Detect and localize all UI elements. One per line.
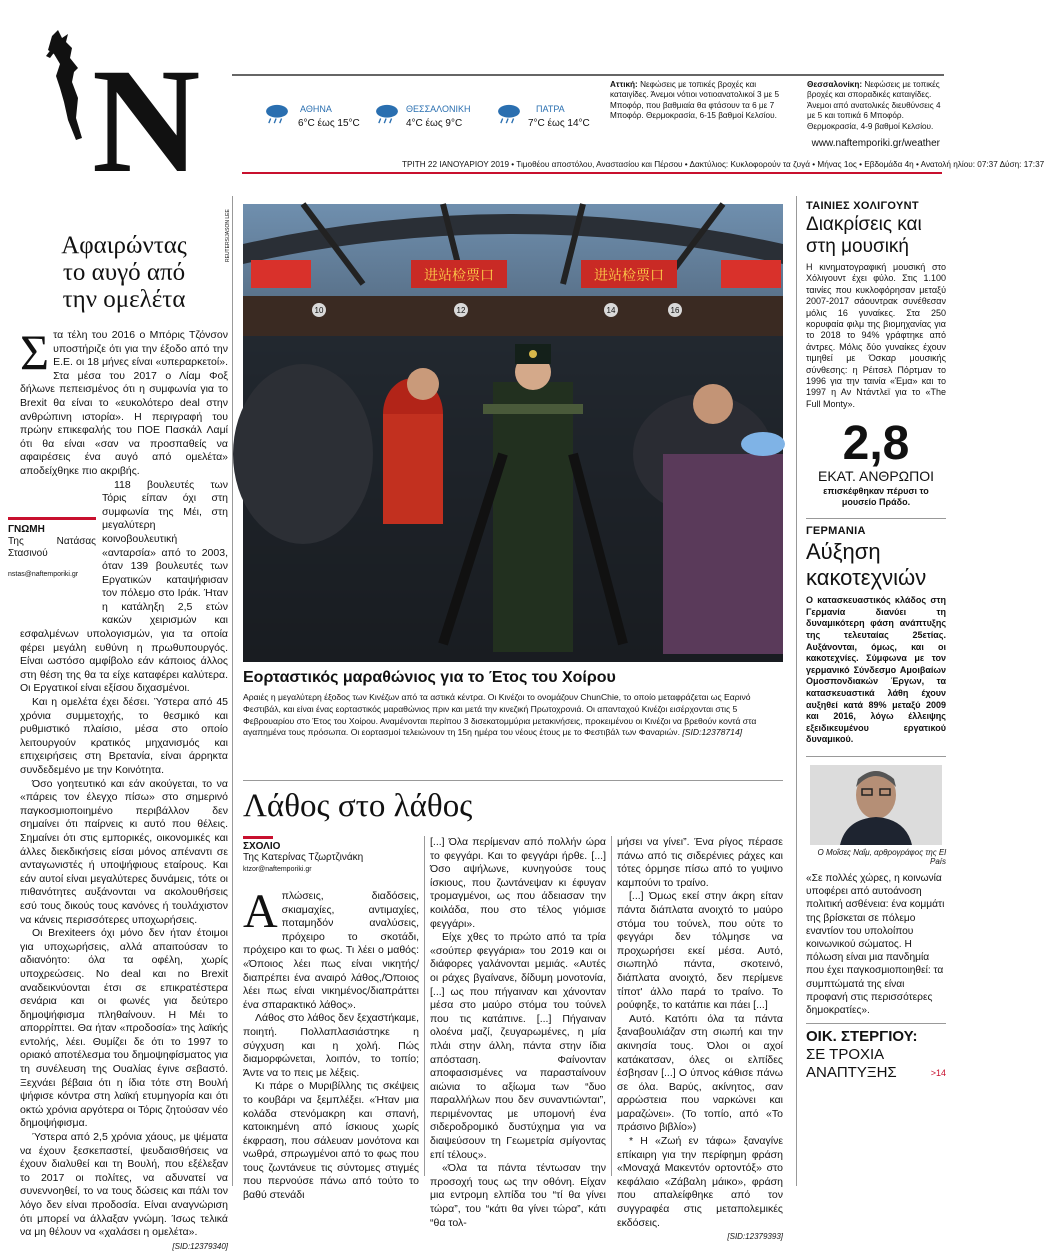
sidebar-divider — [806, 756, 946, 757]
weather-city-temp: 6°C έως 15°C — [298, 118, 360, 129]
germany-text: Ο κατασκευαστικός κλάδος στη Γερμανία διανύει τη δυναμικότερη φάση ανάπτυξης της τελευταίας 25ετίας. Αυξάνονται, όμως, και οι κακοτεχνίες. Σύμφωνα με τον γερμανικό Σύνδεσμο Αμοιβαίων Ομοσπονδιακών Έργων, τα κατασκευαστικά λάθη έχουν αυξηθεί κατά 89% μεταξύ 2009 και 2016, λόγω έλλειψης εξειδικευμένου εργατικού δυναμικού. — [806, 595, 946, 745]
stat-label: ΕΚΑΤ. ΑΝΘΡΩΠΟΙ — [817, 468, 935, 485]
opinion-email[interactable]: nstas@naftemporiki.gr — [8, 570, 79, 578]
opinion-title: Αφαιρώντας το αυγό από την ομελέτα — [61, 232, 187, 313]
opinion-column — [8, 232, 228, 1253]
quote-photo — [810, 765, 942, 845]
person-portrait-icon — [810, 765, 942, 845]
forecast-attica-text: Νεφώσεις με τοπικές βροχές και καταιγίδες. Άνεμοι νότιοι νοτιοανατολικοί 3 με 5 Μποφόρ, που βαθμιαία θα φτάσουν τα 6 με 7 Μποφόρ. Θερμοκρασία, 6-15 βαθμοί Κελσίου. — [610, 80, 780, 121]
forecast-thess-label: Θεσσαλονίκη: — [807, 80, 863, 89]
opinion-body: Στα τέλη του 2016 ο Μπόρις Τζόνσον υποστήριζε ότι για την έξοδο από την Ε.Ε. οι 18 μήνες είναι «υπεραρκετοί». Στα μέσα του 2017 ο Λίαμ Φοξ δήλωνε πεπεισμένος ότι η συμφωνία για το Brexit θα είναι το «ευκολότερο deal στην ανθρώπινη ιστορία». Η περιγραφή του πρώην επικεφαλής του ΠΟΕ Πασκάλ Λαμί ότι θα είναι «σαν να προσπαθείς να αφαιρέσεις ένα αυγό από ομελέτα» αποδείχθηκε πιο ακριβής. ΓΝΩΜΗ Της Νατάσας Στασινού nstas@naftemporiki.gr 118 βουλευτές των Τόρις είπαν όχι στη συμφωνία της Μέι, στη μεγαλύτερη κοινοβουλευτική «ανταρσία» από το 2003, όταν 139 βουλευτές των Εργατικών καταψήφισαν τον πόλεμο στο Ιράκ. Ήταν η κατάληξη 2,5 ετών κακών χειρισμών και εσφαλμένων υπολογισμών, για τα οποία φέρει μεγάλη ευθύνη η πρωθυπουργός. Είναι ωστόσο αμφίβολο εάν κάποιος άλλος στη θέση της θα τα είχε καταφέρει καλύτερα. Οι Εργατικοί είναι εξίσου διχασμένοι. Και η ομελέτα έχει δέσει. Ύστερα από 45 χρόνια συμμετοχής, το θεσμικό και ρυθμιστικό πλαίσιο, μέσα στο οποίο λειτουργούν κρατικός μηχανισμός και επιχειρήσεις στη Βρετανία, είναι άρρηκτα συνδεδεμένο με την Κοινότητα. Όσο γοητευτικό και εάν ακούγεται, το να «πάρεις τον έλεγχο πίσω» στο σημερινό παγκοσμιοποιημένο περιβάλλον δεν σημαίνει ότι παίρνεις κι αυτό που θέλεις. Σημαίνει ότι στις εμπορικές, οικονομικές και άλλες διεκδικήσεις είσαι μόνος απέναντι σε ανταγωνιστές ή υποψήφιους εταίρους. Και εάν αυτοί είναι μεγαλύτερες δυνάμεις, τότε οι πιθανότητες αυξάνονται να ακολουθήσεις εσύ τους δικούς τους κανόνες ή τουλάχιστον να κάνεις περισσότερες υποχωρήσεις. Οι Brexiteers όχι μόνο δεν ήταν έτοιμοι για υποχωρήσεις, αλλά απαιτούσαν το αδιανόητο: όλα τα οφέλη, χωρίς υποχρεώσεις. No deal και no Brexit αναδεικνύονται έτσι σε επικρατέστερα σενάρια και οι φωνές για δεύτερο δημοψήφισμα πληθαίνουν. Η Μέι το απορρίπτει. Θα ήταν «προδοσία» της λαϊκής εντολής, λέει. Θυμίζει δε ότι το 1997 το οριακό αποτέλεσμα του δημοψηφίσματος για τη συνέλευση της Ουαλίας έγινε σεβαστό. Ξεχνάει βέβαια ότι η ίδια τότε στη Βουλή ψήφισε κόντρα στη λαϊκή ετυμηγορία και ότι οκτώ χρόνια αργότερα οι Τόρις ζητούσαν νέο δημοψήφισμα. Ύστερα από 2,5 χρόνια χάους, με ψέματα να έχουν ξεσκεπαστεί, ψευδαισθήσεις να έχουν διαλυθεί και τη Βουλή, που εξέλεξαν το 2017 οι πολίτες, να αδυνατεί να συνεννοηθεί, το να τους δώσεις και πάλι τον λόγο δεν είναι προδοσία. Είναι αναγνώριση ότι μπορεί να άλλαξαν γνώμη. Ίσως τελικά να μη θέλουν να «χαλάσει η ομελέτα». [SID:12379340] — [20, 329, 228, 1253]
teaser-page-link[interactable]: >14 — [930, 1068, 946, 1079]
rain-cloud-icon — [494, 104, 524, 124]
masthead-logo — [40, 28, 197, 204]
quote-person: Ο Μοΐσες Ναΐμ, αρθρογράφος της El País — [817, 848, 946, 866]
germany-label: ΓΕΡΜΑΝΙΑ — [806, 525, 866, 538]
weather-city-name: ΠΑΤΡΑ — [536, 104, 565, 114]
germany-title: Αύξηση κακοτεχνιών — [806, 539, 927, 591]
comment-dropcap: Α — [243, 885, 278, 938]
photo-caption-title: Εορταστικός μαραθώνιος για το Έτος του Χοίρου — [243, 669, 616, 686]
comment-email[interactable]: ktzor@naftemporiki.gr — [243, 866, 312, 873]
gate-number: 16 — [670, 306, 680, 315]
comment-col-1: Απλώσεις, διαδόσεις, σκιαμαχίες, αντιμαχίες, ποταμηδόν αναλύσεις, πρόχειρο το σκοτάδι, πρόχειρο και το φως. Τι λέει ο μαθός: «Όποιος λέει πως είναι νικητής/διαπρέπει ένα αναιρό λάθος,/Όποιος λέει πως είναι νικημένος/διαπράττει ένα σπαρακτικό λάθος». Λάθος στο λάθος δεν ξεχαστήκαμε, ποιητή. Πολλαπλασιάστηκε η σύγχυση και η χολή. Πώς διαμορφώνεται, λοιπόν, το τοπίο; Άντε να το πεις με λέξεις. Κι πάρε ο Μυριβίλλης τις σκέψεις το κουβάρι να ξεμπλέξει. «Ήταν μια κολάδα στενόμακρη και σπανή, κατοικημένη από ίσκιους χωρίς έκφραση, που σάλευαν μονότονα και νωθρά, σπρωγμένοι από το φως που τους ζωντάνευε τις σύντομες στιγμές που περνούσε πάνω από τούτο το βαθύ στενάδι — [243, 885, 419, 1202]
quote-text: «Σε πολλές χώρες, η κοινωνία υποφέρει από αυτοάνοση πολιτική ασθένεια: ένα κομμάτι της βρίσκεται σε πόλεμο εναντίον του υπολοίπου κοινωνικού σώματος. Η πόλωση είναι μια πανδημία που έχει παγκοσμιοποιηθεί: τα συμπτώματά της είναι προφανή στις περισσότερες δημοκρατίες». — [806, 873, 945, 1017]
films-text: Η κινηματογραφική μουσική στο Χόλιγουντ έχει φύλο. Στις 1.100 ταινίες που κυκλοφόρησαν μεταξύ 2007-2017 σάουντρακ συνέθεσαν μόλις 16 γυναίκες. Στα 250 κορυφαία φιλμ της βιομηχανίας για το 2018 το 94% γράφτηκε από άντρες. Μόλις δύο γυναίκες έχουν τιμηθεί με Όσκαρ μουσικής σύνθεσης: η Ρέιτσελ Πόρτμαν το 1996 για την ταινία «Έμα» και το 1997 η Αν Ντάντλεϊ για το «The Full Monty». — [806, 262, 946, 409]
opinion-label: ΓΝΩΜΗ — [8, 523, 45, 535]
films-label: ΤΑΙΝΙΕΣ ΧΟΛΙΓΟΥΝΤ — [806, 200, 919, 212]
forecast-attica — [610, 80, 792, 122]
station-sign: 进站检票口 — [424, 268, 494, 284]
comment-col-2: [...] Όλα περίμεναν από πολλήν ώρα το φεγγάρι. Και το φεγγάρι ήρθε. [...] Όσο αψήλωνε, κυνηγούσε τους ίσκιους, που ζωντάνεψαν κι έφυγαν τρομαγμένοι, ως που άδειασαν την κοιλάδα, που στο τέλος γιόμισε φεγγάρι». Είχε χθες το πρώτο από τα τρία «σούπερ φεγγάρια» του 2019 και οι διάφορες γαλάνονται μεμιάς. «Αυτές οι ράχες βγαίνανε, δίδυμη μονοτονία, [...] ως που πήγαιναν και χάνονταν μέσα στο μαύρο στόμα του τούνελ που τις κατάπινε. [...] Πήγαιναν ολοένα μαζί, ζευγαρωμένες, η μία πλάι στην άλλη, πάντα στην ίδια απόσταση. Φαίνονταν αποφασισμένες να παρασταίνουν αιώνια το αξίωμα των “δυο παραλλήλων που δεν συναντιώνται”, περιμένοντας με υπομονή ένα σιδεροδρομικό δυστύχημα για να διαψεύσουν τη Γεωμετρία σμίγοντας επί τέλους». «Όλα τα πάντα τέντωσαν την προσοχή τους ως την οθόνη. Είχαν μια εντρομη ελπίδα του “τί θα γίνει τώρα”, του “κάτι θα γίνει τώρα”, κάτι “θα τολ- — [430, 836, 606, 1229]
weather-city-name: ΘΕΣΣΑΛΟΝΙΚΗ — [406, 104, 471, 114]
weather-city — [372, 98, 492, 138]
comment-top-rule — [243, 780, 783, 781]
column-divider — [424, 836, 425, 1176]
column-divider — [232, 196, 233, 1186]
weather-city-temp: 7°C έως 14°C — [528, 118, 590, 129]
photo-sid: [SID:12378714] — [682, 727, 743, 738]
masthead-top-rule — [232, 74, 944, 76]
comment-author: Της Κατερίνας Τζωρτζινάκη — [243, 852, 364, 863]
column-divider — [796, 196, 797, 1186]
feature-photo — [243, 204, 783, 662]
forecast-attica-label: Αττική: — [610, 80, 638, 89]
gate-number: 10 — [314, 306, 324, 315]
comment-sid: [SID:12379393] — [727, 1232, 783, 1242]
forecast-thess-text: Νεφώσεις με τοπικές βροχές και σποραδικές καταιγίδες. Άνεμοι από ανατολικές διευθύνσεις 4 με 5 και τοπικά 6 Μποφόρ. Θερμοκρασία, 4-9 βαθμοί Κελσίου. — [807, 80, 941, 131]
comment-col-3: μήσει να γίνει”. Ένα ρίγος πέρασε πάνω από τις σιδερένιες ράχες και τότες όρμησε πίσω από το γυψινο καμπούνι το τραίνο. [...] Όμως εκεί στην άκρη είταν πάντα διάπλατα ανοιχτό το μαύρο στόμα του τούνελ, που ούτε το φεγγάρι δεν τόλμησε να προχωρήσει εκεί μέσα. Αυτό, σιωπηλό πάντα, σκοτεινό, διάπλατα ανοιχτό, δεν περίμενε τίποτ' άλλο παρά το τραίνο. Το ρούφηξε, το κατάπιε και πάει [...] Αυτό. Κατόπι όλα τα πάντα ξαναβουλιάζαν στη σιωπή και την ακινησία τους. Όλοι οι αχοί κατάκατσαν, όλες οι ελπίδες έσβησαν [...] Ο ύπνος κάθισε πάνω σε όλα. Βαρύς, ακίνητος, σαν αρρώστεια που ναρκώνει και μαραζώνει». (Το τοπίο, από «Το πράσινο βιβλίο») * Η «Ζωή εν τάφω» ξαναγίνε επίκαιρη για την περίφημη φράση «Μοναχά Μακεντόν ορτοντόξ» στο κεφάλαιο «Ζάβαλη μάικο», φράση που απαλείφθηκε από τον συγγραφέα στις μεταπολεμικές εκδόσεις. [SID:12379393] — [617, 836, 783, 1244]
gate-number: 14 — [606, 306, 616, 315]
photo-caption-text: Αραιές η μεγαλύτερη έξοδος των Κινέζων από τα αστικά κέντρα. Οι Κινέζοι το ονομάζουν ChunChie, το οποίο μεταφράζεται ως Εαρινό Φεστιβάλ, και είναι ένας εορταστικός μαραθώνιος πριν και μετά την κινεζική Πρωτοχρονιά. Οι απανταχού Κινέζοι εισέρχονται στις 5 Φεβρουαρίου στο Έτος του Χοίρου. Αναμένονται περίπου 3 δισεκατομμύρια μετακινήσεις, προκειμένου οι Κινέζοι να βρεθούν κοντά στα αγαπημένα τους πρόσωπα. Οι εορτασμοί τελειώνουν τη 15η ημέρα του νέους έτους με το Φεστιβάλ των Φαναριών. [SID:12378714] — [243, 692, 757, 738]
opinion-byline-box — [8, 491, 96, 615]
masthead-letter: N — [92, 38, 197, 204]
train-station-photo — [243, 204, 783, 662]
opinion-sid: [SID:12379340] — [172, 1241, 228, 1251]
weather-strip — [262, 98, 602, 138]
station-sign: 进站检票口 — [594, 268, 664, 284]
weather-link[interactable]: www.naftemporiki.gr/weather — [811, 138, 940, 149]
weather-city — [262, 98, 372, 138]
sidebar-divider — [806, 518, 946, 519]
dateline: ΤΡΙΤΗ 22 ΙΑΝΟΥΑΡΙΟΥ 2019 • Τιμοθέου αποστόλου, Αναστασίου και Πέρσου • Δακτύλιος: Κυκλοφορούν τα ζυγά • Μήνας 1ος • Εβδομάδα 4η • Ανατολή ηλίου: 07:37 Δύση: 17:37 — [402, 160, 1044, 169]
gate-number: 12 — [456, 306, 466, 315]
teaser-label: ΟΙΚ. ΣΤΕΡΓΙΟΥ: — [806, 1028, 918, 1046]
weather-city-name: ΑΘΗΝΑ — [300, 104, 332, 114]
opinion-author: Της Νατάσας Στασινού — [8, 535, 96, 559]
rain-cloud-icon — [262, 104, 292, 124]
weather-city — [494, 98, 602, 138]
stat-number: 2,8 — [842, 417, 910, 471]
teaser-text: ΣΕ ΤΡΟΧΙΑ ΑΝΑΠΤΥΞΗΣ >14 — [806, 1046, 946, 1082]
opinion-dropcap: Σ — [20, 324, 50, 380]
photo-credit: REUTERS/JASON LEE — [225, 209, 231, 262]
comment-byline — [243, 836, 419, 873]
films-title: Διακρίσεις και στη μουσική — [806, 214, 922, 257]
sidebar — [806, 200, 946, 1082]
column-divider — [611, 836, 612, 1176]
sidebar-divider — [806, 1023, 946, 1024]
forecast-thessaloniki — [807, 80, 947, 132]
weather-city-temp: 4°C έως 9°C — [406, 118, 463, 129]
stat-sub: επισκέφθηκαν πέρυσι το μουσείο Πράδο. — [823, 486, 929, 508]
masthead-red-rule — [242, 172, 942, 174]
rain-cloud-icon — [372, 104, 402, 124]
comment-label: ΣΧΟΛΙΟ — [243, 836, 273, 852]
comment-title: Λάθος στο λάθος — [243, 788, 473, 824]
